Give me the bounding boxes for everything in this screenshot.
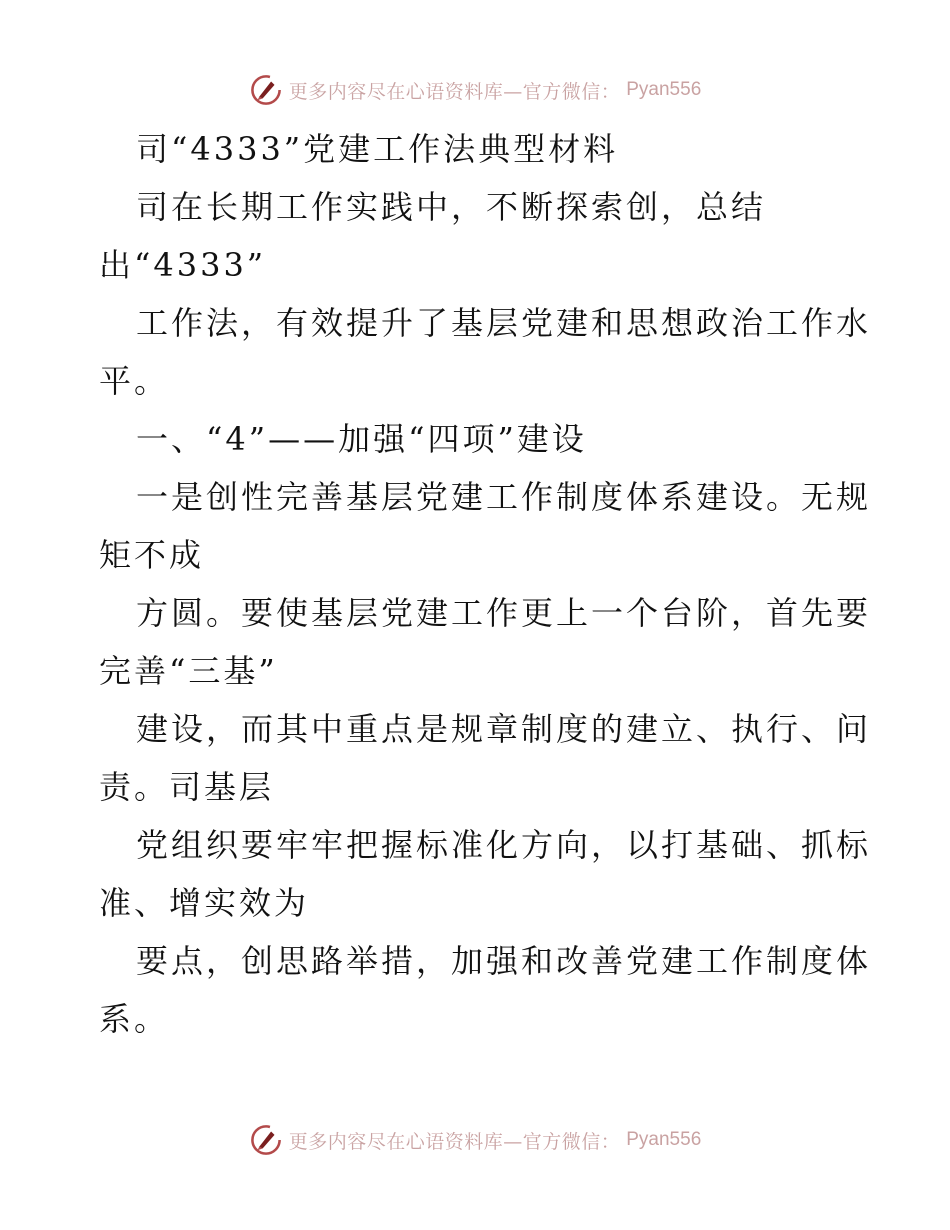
body-line: 矩不成 xyxy=(99,536,205,574)
watermark-contact: Pyan556 xyxy=(626,79,702,100)
pen-nib-logo-icon xyxy=(249,1123,283,1157)
body-line: 建设，而其中重点是规章制度的建立、执行、问 xyxy=(136,710,872,748)
watermark-text: 更多内容尽在心语资料库—官方微信： xyxy=(288,80,621,103)
body-line: 责。司基层 xyxy=(99,768,275,806)
body-line: 准、增实效为 xyxy=(99,884,310,922)
body-line: 司在长期工作实践中，不断探索创，总结 xyxy=(136,188,767,226)
watermark-text: 更多内容尽在心语资料库—官方微信： xyxy=(288,1130,621,1153)
body-line: 平。 xyxy=(99,362,170,400)
body-line: 完善“三基” xyxy=(99,652,278,690)
footer-watermark xyxy=(0,1120,950,1160)
body-line-title: 司“4333”党建工作法典型材料 xyxy=(136,130,619,168)
watermark-contact: Pyan556 xyxy=(626,1129,702,1150)
body-line: 方圆。要使基层党建工作更上一个台阶，首先要 xyxy=(136,594,872,632)
body-line: 要点，创思路举措，加强和改善党建工作制度体 xyxy=(136,942,872,980)
body-line: 党组织要牢牢把握标准化方向，以打基础、抓标 xyxy=(136,826,872,864)
pen-nib-logo-icon xyxy=(249,73,283,107)
header-watermark xyxy=(0,70,950,110)
section-heading: 一、“4”——加强“四项”建设 xyxy=(136,420,587,458)
body-line: 系。 xyxy=(99,1000,170,1038)
body-line: 一是创性完善基层党建工作制度体系建设。无规 xyxy=(136,478,872,516)
document-body xyxy=(99,120,872,1048)
body-line: 出“4333” xyxy=(99,246,267,284)
body-line: 工作法，有效提升了基层党建和思想政治工作水 xyxy=(136,304,872,342)
